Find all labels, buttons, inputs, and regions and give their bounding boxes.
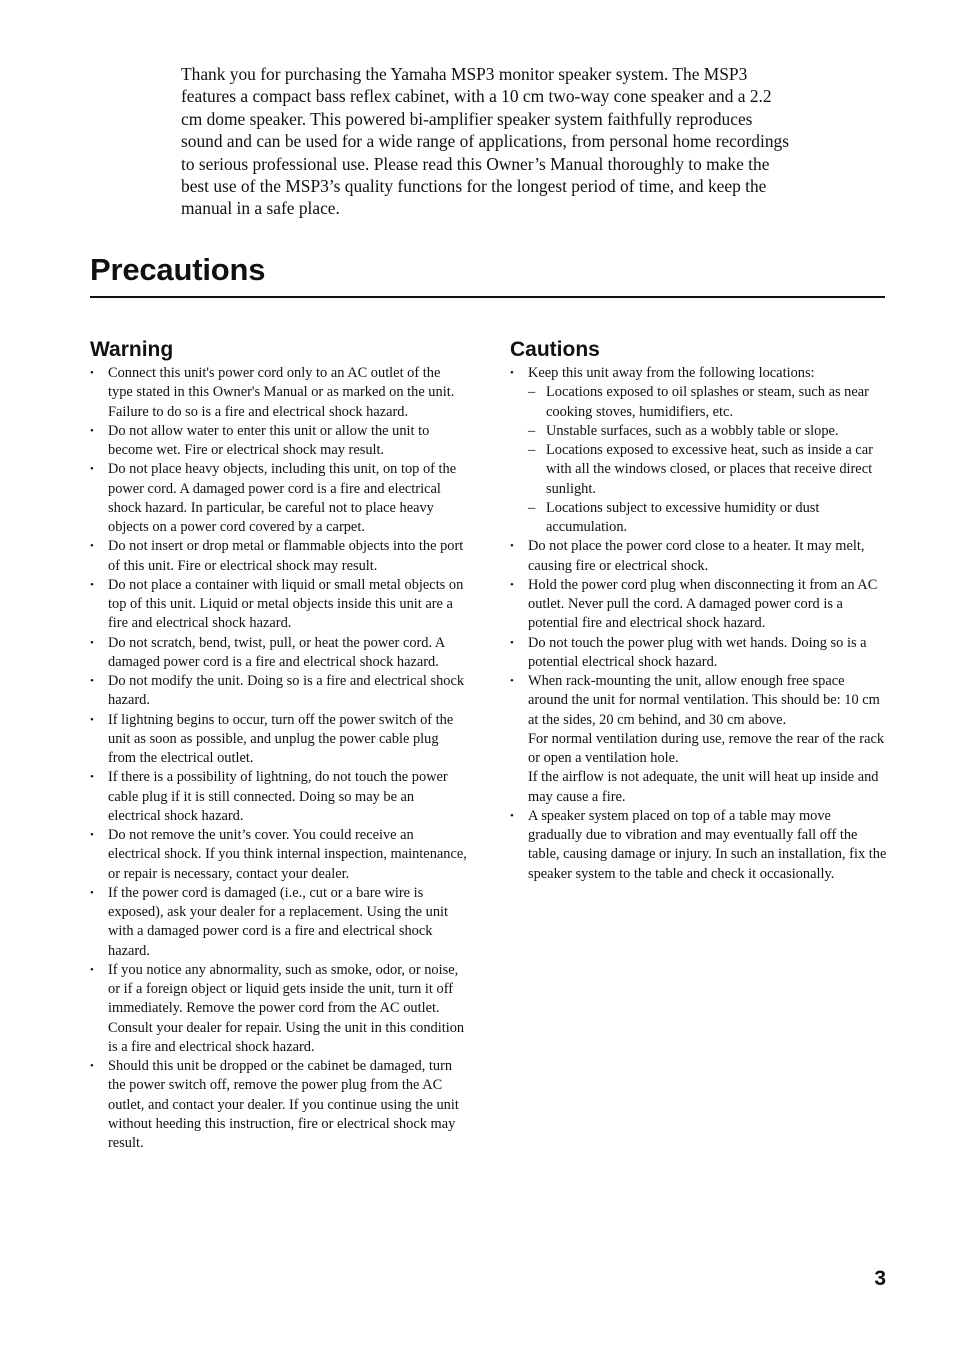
list-item: • Do not remove the unit’s cover. You could receive an electrical shock. If you think internal inspection, maintenance, or repair is necessary, contact your dealer. xyxy=(90,827,467,882)
bullet-icon: • xyxy=(510,540,514,553)
list-item: • Do not place the power cord close to a heater. It may melt, causing fire or electrical shock. xyxy=(510,538,865,574)
page-title: Precautions xyxy=(90,252,266,287)
sublist-item: – Locations exposed to oil splashes or steam, such as near cooking stoves, humidifiers, etc. xyxy=(528,384,869,420)
list-item: • If the power cord is damaged (i.e., cut or a bare wire is exposed), ask your dealer for a replacement. Using the unit with a damaged power cord is a fire and electrical shock hazard. xyxy=(90,884,449,959)
list-item: • Do not place heavy objects, including this unit, on top of the power cord. A damaged power cord is a fire and electrical shock hazard. In particular, be careful not to place heavy objects on a power cord covered by a carpet. xyxy=(90,461,457,535)
bullet-icon: • xyxy=(90,963,94,976)
list-item: • If you notice any abnormality, such as smoke, odor, or noise, or if a foreign object or liquid gets inside the unit, turn it off immediately. Remove the power cord from the AC outlet. Consult your dealer for repair. Using the unit in this condition is a fire and electrical shock hazard. xyxy=(90,961,465,1055)
bullet-icon: • xyxy=(90,1060,94,1072)
list-item: • Should this unit be dropped or the cabinet be damaged, turn the power switch off, remove the power plug from the AC outlet, and contact your dealer. If you continue using the unit without heeding this instruction, fire or electrical shock may result. xyxy=(90,1058,459,1151)
list-item: • If lightning begins to occur, turn off the power switch of the unit as soon as possible, and unplug the power cable plug from the electrical outlet. xyxy=(90,711,454,766)
list-item: • Do not allow water to enter this unit or allow the unit to become wet. Fire or electrical shock may result. xyxy=(90,422,430,458)
intro-paragraph: Thank you for purchasing the Yamaha MSP3 monitor speaker system. The MSP3 features a compact bass reflex cabinet, with a 10 cm two-way cone speaker and a 2.2 cm dome speaker. This powered bi-amplifier speaker system faithfully reproduces sound and can be used for a wide range of applications, from personal home recordings to serious professional use. Please read this Owner’s Manual thoroughly to make the best use of the MSP3’s quality functions for the longest period of time, and keep the manual in a safe place. xyxy=(181,64,789,219)
sublist-item: – Locations exposed to excessive heat, such as inside a car with all the windows closed, or places that receive direct sunlight. xyxy=(528,442,873,497)
bullet-icon: • xyxy=(510,578,514,591)
bullet-icon: • xyxy=(90,463,94,476)
bullet-icon: • xyxy=(90,829,94,841)
warning-heading: Warning xyxy=(90,338,174,361)
warning-column xyxy=(90,336,468,1153)
list-item: • Do not touch the power plug with wet hands. Doing so is a potential electrical shock hazard. xyxy=(510,634,867,670)
location-sublist xyxy=(528,383,888,537)
bullet-icon: • xyxy=(90,367,94,379)
list-item: • Do not place a container with liquid or small metal objects on top of this unit. Liquid or metal objects inside this unit are a fire and electrical shock hazard. xyxy=(90,576,464,632)
list-item: • A speaker system placed on top of a table may move gradually due to vibration and may eventually fall off the table, causing damage or injury. In such an installation, fix the speaker system to the table and check it occasionally. xyxy=(510,807,887,882)
list-item: • Do not insert or drop metal or flammable objects into the port of this unit. Fire or electrical shock may result. xyxy=(90,538,464,574)
list-item: • If there is a possibility of lightning, do not touch the power cable plug if it is still connected. Doing so may be an electrical shock hazard. xyxy=(90,769,448,824)
list-item: • Do not scratch, bend, twist, pull, or heat the power cord. A damaged power cord is a fire and electrical shock hazard. xyxy=(90,634,445,670)
bullet-icon: • xyxy=(90,771,94,784)
bullet-icon: • xyxy=(90,540,94,553)
cautions-column xyxy=(510,336,888,884)
sublist-item: – Unstable surfaces, such as a wobbly table or slope. xyxy=(528,422,888,441)
bullet-icon: • xyxy=(90,675,94,687)
bullet-icon: • xyxy=(90,886,94,899)
bullet-icon: • xyxy=(510,809,514,822)
sublist-item: – Locations subject to excessive humidity or dust accumulation. xyxy=(528,499,820,535)
cautions-list xyxy=(510,364,888,884)
bullet-icon: • xyxy=(90,713,94,726)
list-item: • When rack-mounting the unit, allow enough free space around the unit for normal ventilation. This should be: 10 cm at the sides, 20 cm behind, and 30 cm above. For normal ventilation during use, remove the rear of the rack or open a ventilation hole. If the airflow is not adequate, the unit will heat up inside and may cause a fire. xyxy=(510,673,885,805)
list-item: • Hold the power cord plug when disconnecting it from an AC outlet. Never pull the cord. A damaged power cord is a potential fire and electrical shock hazard. xyxy=(510,576,878,632)
dash-icon: – xyxy=(528,384,536,401)
list-item: • Keep this unit away from the following locations: – Locations exposed to oil splashes or steam, such as near cooking stoves, humidifiers, etc. – Unstable surfaces, such as a wobbly table or slope. – Locations exposed to excessive heat, such as inside a car with all the windows closed, or places that receive direct sunlight. – Locations subject to excessive humidity or dust accumulation. xyxy=(510,364,888,537)
bullet-icon: • xyxy=(510,367,514,379)
dash-icon: – xyxy=(528,442,536,458)
dash-icon: – xyxy=(528,422,536,439)
list-item: • Connect this unit's power cord only to an AC outlet of the type stated in this Owner's Manual or as marked on the unit. Failure to do so is a fire and electrical shock hazard. xyxy=(90,365,455,420)
bullet-icon: • xyxy=(90,578,94,591)
page-number: 3 xyxy=(874,1267,886,1290)
bullet-icon: • xyxy=(90,636,94,649)
bullet-icon: • xyxy=(510,675,514,687)
list-item: • Do not modify the unit. Doing so is a fire and electrical shock hazard. xyxy=(90,673,465,709)
bullet-icon: • xyxy=(510,636,514,649)
cautions-heading: Cautions xyxy=(510,338,600,361)
bullet-icon: • xyxy=(90,424,94,437)
dash-icon: – xyxy=(528,499,536,516)
warning-list xyxy=(90,364,468,1153)
title-rule xyxy=(90,296,885,298)
